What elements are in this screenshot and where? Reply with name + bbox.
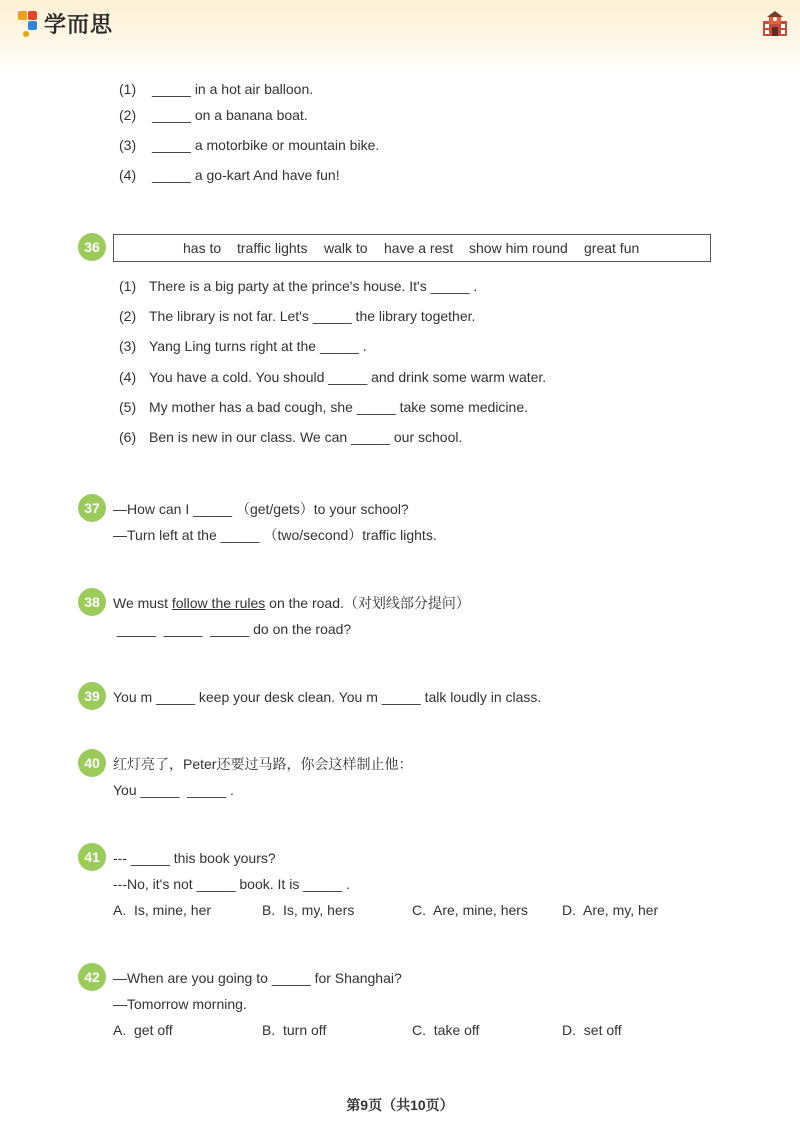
- question-line: [113, 594, 470, 612]
- question-number-badge: 40: [78, 749, 106, 777]
- option-a: A. Is, mine, her: [113, 902, 212, 918]
- item-text: There is a big party at the prince's house. It's _____ .: [149, 278, 478, 294]
- page-number: 第9页（共10页）: [346, 1097, 454, 1113]
- question-line: You _____ _____ .: [113, 782, 234, 798]
- question-line: —How can I _____ （get/gets）to your school?: [113, 501, 409, 517]
- item-number: (1): [119, 278, 137, 294]
- question-number-badge: 39: [78, 682, 106, 710]
- word-bank-item: show him round: [469, 240, 568, 256]
- question-number-badge: 42: [78, 963, 106, 991]
- word-bank-box: [113, 234, 711, 262]
- option-b: B. turn off: [262, 1022, 327, 1038]
- word-bank-item: have a rest: [384, 240, 454, 256]
- item-text: _____ a go-kart And have fun!: [152, 167, 340, 183]
- option-c: C. Are, mine, hers: [412, 902, 528, 918]
- underlined-phrase: follow the rules: [171, 595, 266, 611]
- word-bank-item: traffic lights: [237, 240, 308, 256]
- option-b: B. Is, my, hers: [262, 902, 355, 918]
- item-text: Ben is new in our class. We can _____ our school.: [149, 429, 463, 445]
- question-text: We must: [113, 595, 172, 611]
- school-building-icon: [761, 10, 789, 38]
- question-line: —When are you going to _____ for Shanghai?: [113, 970, 402, 986]
- item-number: (4): [119, 167, 137, 183]
- option-c: C. take off: [412, 1022, 480, 1038]
- question-number-badge: 37: [78, 494, 106, 522]
- item-text: The library is not far. Let's _____ the library together.: [149, 308, 476, 324]
- item-text: _____ in a hot air balloon.: [152, 81, 314, 97]
- question-line: _____ _____ _____ do on the road?: [113, 621, 352, 637]
- option-a: A. get off: [113, 1022, 173, 1038]
- xueersi-logo-icon: [18, 9, 40, 37]
- brand-logo: [18, 8, 113, 38]
- item-number: (4): [119, 369, 137, 385]
- question-line: 红灯亮了，Peter还要过马路，你会这样制止他：: [113, 756, 413, 772]
- item-number: (5): [119, 399, 137, 415]
- item-number: (1): [119, 81, 137, 97]
- item-text: Yang Ling turns right at the _____ .: [149, 338, 367, 354]
- item-text: _____ a motorbike or mountain bike.: [152, 137, 380, 153]
- word-bank-item: has to: [183, 240, 222, 256]
- question-number-badge: 38: [78, 588, 106, 616]
- item-number: (3): [119, 137, 137, 153]
- option-d: D. Are, my, her: [562, 902, 659, 918]
- question-line: —Turn left at the _____ （two/second）traffic lights.: [113, 527, 437, 543]
- item-number: (2): [119, 107, 137, 123]
- question-number-badge: 36: [78, 233, 106, 261]
- question-line: You m _____ keep your desk clean. You m _____ talk loudly in class.: [113, 689, 542, 705]
- word-bank-item: great fun: [584, 240, 640, 256]
- question-text: on the road.（对划线部分提问）: [265, 595, 470, 611]
- item-number: (2): [119, 308, 137, 324]
- option-d: D. set off: [562, 1022, 622, 1038]
- brand-name: 学而思: [44, 12, 114, 38]
- item-number: (6): [119, 429, 137, 445]
- question-line: —Tomorrow morning.: [113, 996, 247, 1012]
- question-line: ---No, it's not _____ book. It is _____ .: [113, 876, 350, 892]
- item-text: _____ on a banana boat.: [152, 107, 308, 123]
- question-line: --- _____ this book yours?: [113, 850, 276, 866]
- header-band: [0, 0, 800, 72]
- item-number: (3): [119, 338, 137, 354]
- question-number-badge: 41: [78, 843, 106, 871]
- word-bank-item: walk to: [324, 240, 368, 256]
- item-text: My mother has a bad cough, she _____ take some medicine.: [149, 399, 528, 415]
- item-text: You have a cold. You should _____ and drink some warm water.: [149, 369, 547, 385]
